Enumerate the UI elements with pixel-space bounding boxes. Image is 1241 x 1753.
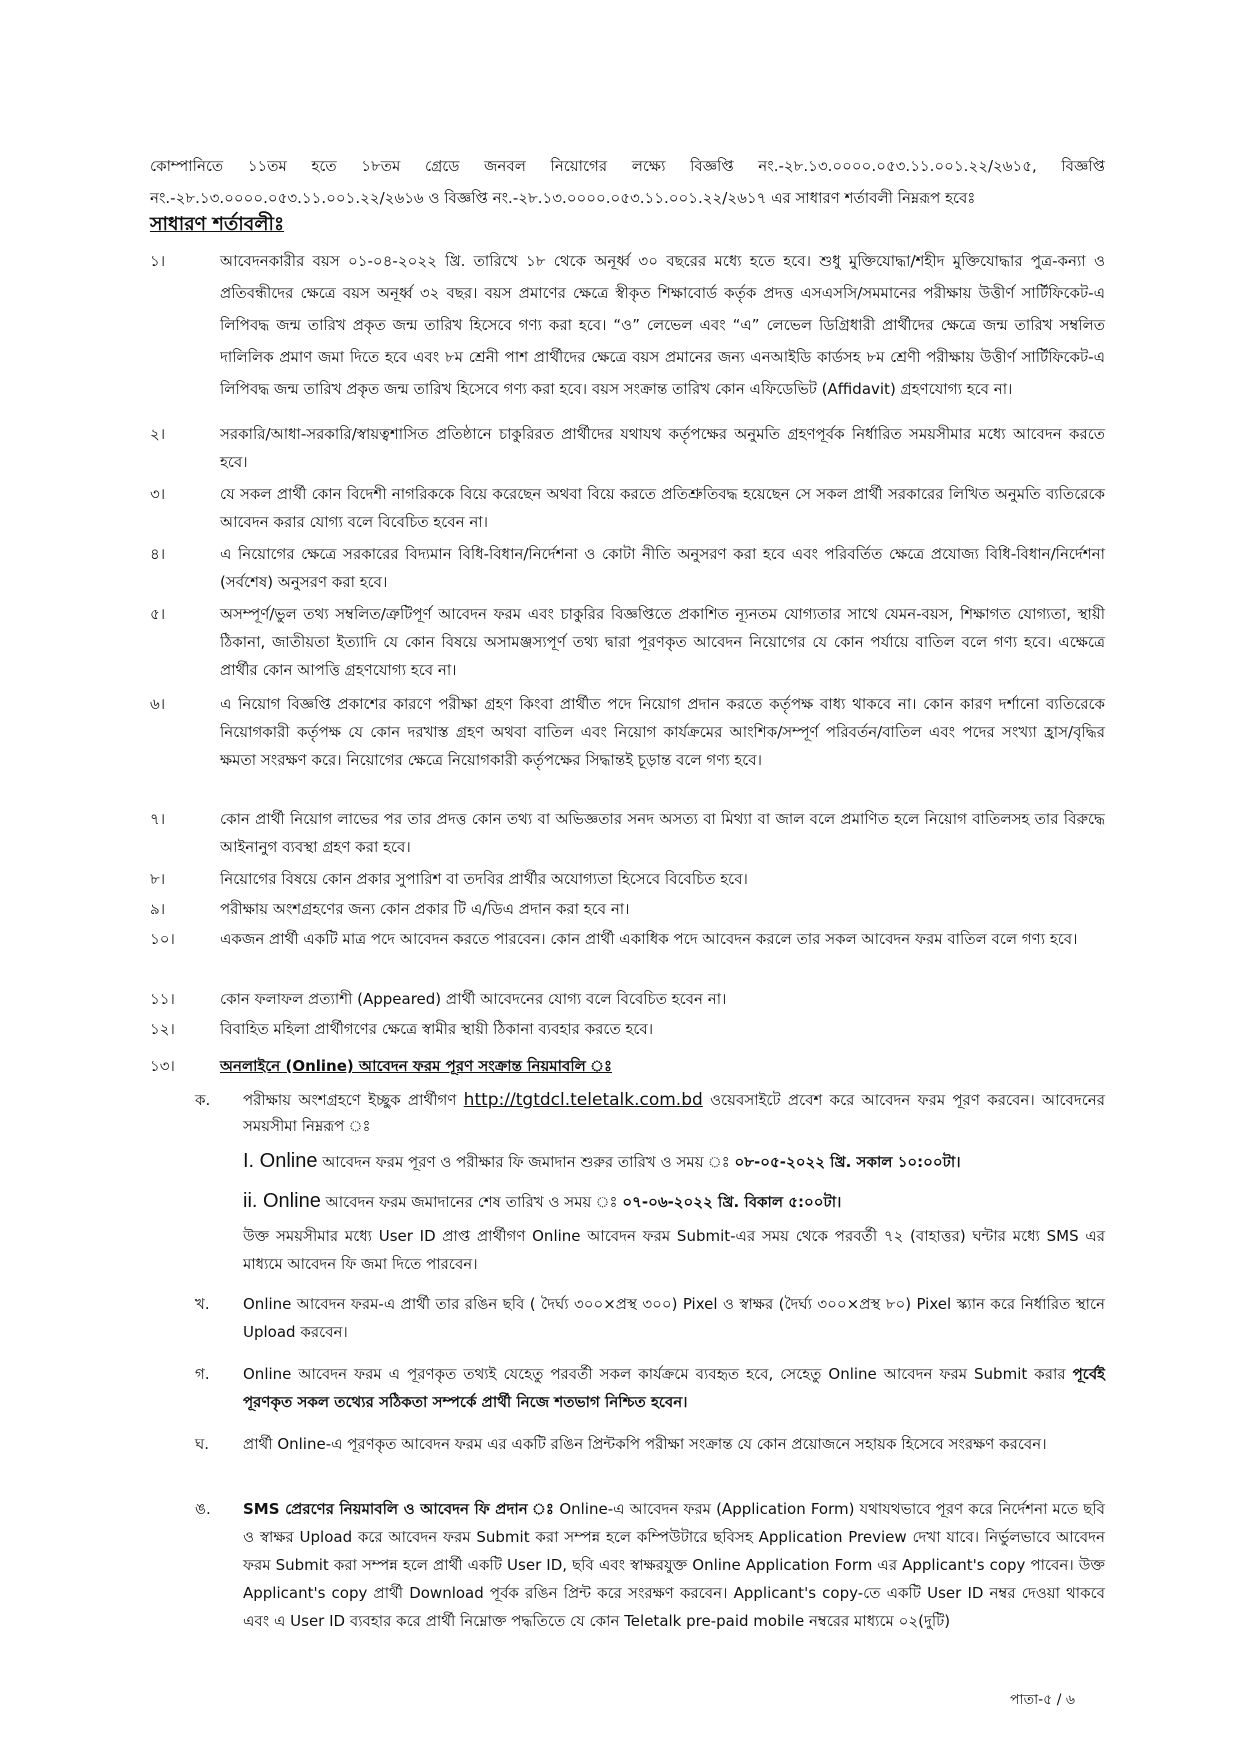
online-rules-heading: অনলাইনে (Online) আবেদন ফরম পূরণ সংক্রান্ত নিয়মাবলি ঃ: [220, 1057, 612, 1075]
sub-item-letter: গ.: [195, 1365, 210, 1383]
intro-paragraph: কোম্পানিতে ১১তম হতে ১৮তম গ্রেডে জনবল নিয়োগের লক্ষ্যে বিজ্ঞপ্তি নং.-২৮.১৩.০০০০.০৫৩.১১.০০১.২২/২৬১৫, বিজ্ঞপ্তি নং.-২৮.১৩.০০০০.০৫৩.১১.০০১.২২/২৬১৬ ও বিজ্ঞপ্তি নং.-২৮.১৩.০০০০.০৫৩.১১.০০১.২২/২৬১৭ এর সাধারণ শর্তাবলী নিম্নরূপ হবেঃ: [150, 157, 1105, 207]
item-number: ১০।: [150, 930, 175, 948]
sub-item-text: Online আবেদন ফরম-এ প্রার্থী তার রঙিন ছবি ( দৈর্ঘ্য ৩০০×প্রস্থ ৩০০) Pixel ও স্বাক্ষর (দৈর্ঘ্য ৩০০×প্রস্থ ৮০) Pixel স্ক্যান করে নির্ধারিত স্থানে Upload করবেন।: [243, 1295, 1105, 1341]
item-text: সরকারি/আধা-সরকারি/স্বায়ত্বশাসিত প্রতিষ্ঠানে চাকুরিরত প্রার্থীদের যথাযথ কর্তৃপক্ষের অনুমতি গ্রহণপূর্বক নির্ধারিত সময়সীমার মধ্যে আবেদন করতে হবে।: [220, 425, 1105, 471]
sub-item-letter: ঘ.: [195, 1435, 210, 1453]
item-number: ১২।: [150, 1020, 175, 1038]
schedule-end: ii. Online আবেদন ফরম জমাদানের শেষ তারিখ ও সময় ঃ ০৭-০৬-২০২২ খ্রি. বিকাল ৫:০০টা।: [243, 1190, 842, 1212]
item-text: পরীক্ষায় অংশগ্রহণের জন্য কোন প্রকার টি এ/ডিএ প্রদান করা হবে না।: [220, 900, 630, 918]
item-number: ১৩।: [150, 1057, 175, 1075]
item-number: ১১।: [150, 990, 175, 1008]
schedule-note: উক্ত সময়সীমার মধ্যে User ID প্রাপ্ত প্রার্থীগণ Online আবেদন ফরম Submit-এর সময় থেকে পরবর্তী ৭২ (বাহাত্তর) ঘন্টার মধ্যে SMS এর মাধ্যমে আবেদন ফি জমা দিতে পারবেন।: [243, 1227, 1105, 1273]
item-text: আবেদনকারীর বয়স ০১-০৪-২০২২ খ্রি. তারিখে ১৮ থেকে অনূর্ধ্ব ৩০ বছরের মধ্যে হতে হবে। শুধু মুক্তিযোদ্ধা/শহীদ মুক্তিযোদ্ধার পুত্র-কন্যা ও প্রতিবন্ধীদের ক্ষেত্রে বয়স অনূর্ধ্ব ৩২ বছর। বয়স প্রমাণের ক্ষেত্রে স্বীকৃত শিক্ষাবোর্ড কর্তৃক প্রদত্ত এসএসসি/সমমানের পরীক্ষায় উত্তীর্ণ সার্টিফিকেট-এ লিপিবদ্ধ জন্ম তারিখ প্রকৃত জন্ম তারিখ হিসেবে গণ্য করা হবে। “ও” লেভেল এবং “এ” লেভেল ডিগ্রিধারী প্রার্থীদের ক্ষেত্রে জন্ম তারিখ সম্বলিত দালিলিক প্রমাণ জমা দিতে হবে এবং ৮ম শ্রেনী পাশ প্রার্থীদের ক্ষেত্রে বয়স প্রমানের জন্য এনআইডি কার্ডসহ ৮ম শ্রেণী পরীক্ষায় উত্তীর্ণ সার্টিফিকেট-এ লিপিবদ্ধ জন্ম তারিখ প্রকৃত জন্ম তারিখ হিসেবে গণ্য করা হবে। বয়স সংক্রান্ত তারিখ কোন এফিডেভিট (Affidavit) গ্রহণযোগ্য হবে না।: [220, 252, 1105, 398]
schedule-start: I. Online আবেদন ফরম পূরণ ও পরীক্ষার ফি জমাদান শুরুর তারিখ ও সময় ঃ ০৮-০৫-২০২২ খ্রি. সকাল ১০:০০টা।: [243, 1150, 961, 1172]
item-number: ২।: [150, 425, 166, 443]
item-number: ৭।: [150, 810, 166, 828]
sub-item-text: SMS প্রেরণের নিয়মাবলি ও আবেদন ফি প্রদান ঃ Online-এ আবেদন ফরম (Application Form) যথাযথভাবে পূরণ করে নির্দেশনা মতে ছবি ও স্বাক্ষর Upload করে আবেদন ফরম Submit করা সম্পন্ন হলে কম্পিউটারে ছবিসহ Application Preview দেখা যাবে। নির্ভুলভাবে আবেদন ফরম Submit করা সম্পন্ন হলে প্রার্থী একটি User ID, ছবি এবং স্বাক্ষরযুক্ত Online Application Form এর Applicant's copy পাবেন। উক্ত Applicant's copy প্রার্থী Download পূর্বক রঙিন প্রিন্ট করে সংরক্ষণ করবেন। Applicant's copy-তে একটি User ID নম্বর দেওয়া থাকবে এবং এ User ID ব্যবহার করে প্রার্থী নিম্নোক্ত পদ্ধতিতে যে কোন Teletalk pre-paid mobile নম্বরের মাধ্যমে ০২(দুটি): [243, 1500, 1105, 1630]
item-text: এ নিয়োগ বিজ্ঞপ্তি প্রকাশের কারণে পরীক্ষা গ্রহণ কিংবা প্রার্থীত পদে নিয়োগ প্রদান করতে কর্তৃপক্ষ বাধ্য থাকবে না। কোন কারণ দর্শানো ব্যতিরেকে নিয়োগকারী কর্তৃপক্ষ যে কোন দরখাস্ত গ্রহণ অথবা বাতিল এবং নিয়োগ কার্যক্রমের আংশিক/সম্পূর্ণ পরিবর্তন/বাতিল এবং পদের সংখ্যা হ্রাস/বৃদ্ধির ক্ষমতা সংরক্ষণ করে। নিয়োগের ক্ষেত্রে নিয়োগকারী কর্তৃপক্ষের সিদ্ধান্তই চূড়ান্ত বলে গণ্য হবে।: [220, 695, 1105, 769]
item-number: ৫।: [150, 605, 166, 623]
sub-item-letter: ঙ.: [195, 1500, 211, 1518]
item-number: ৪।: [150, 545, 166, 563]
sub-item-letter: ক.: [195, 1091, 211, 1109]
sub-item-text: Online আবেদন ফরম এ পূরণকৃত তথ্যই যেহেতু পরবর্তী সকল কার্যক্রমে ব্যবহৃত হবে, সেহেতু Online আবেদন ফরম Submit করার পূর্বেই পূরণকৃত সকল তথ্যের সঠিকতা সম্পর্কে প্রার্থী নিজে শতভাগ নিশ্চিত হবেন।: [243, 1365, 1105, 1411]
item-text: অসম্পূর্ণ/ভুল তথ্য সম্বলিত/ত্রুটিপূর্ণ আবেদন ফরম এবং চাকুরির বিজ্ঞপ্তিতে প্রকাশিত ন্যূনতম যোগ্যতার সাথে যেমন-বয়স, শিক্ষাগত যোগ্যতা, স্থায়ী ঠিকানা, জাতীয়তা ইত্যাদি যে কোন বিষয়ে অসামঞ্জস্যপূর্ণ তথ্য দ্বারা পূরণকৃত আবেদন নিয়োগের যে কোন পর্যায়ে বাতিল বলে গণ্য হবে। এক্ষেত্রে প্রার্থীর কোন আপত্তি গ্রহণযোগ্য হবে না।: [220, 605, 1105, 679]
item-text: কোন প্রার্থী নিয়োগ লাভের পর তার প্রদত্ত কোন তথ্য বা অভিজ্ঞতার সনদ অসত্য বা মিথ্যা বা জাল বলে প্রমাণিত হলে নিয়োগ বাতিলসহ তার বিরুদ্ধে আইনানুগ ব্যবস্থা গ্রহণ করা হবে।: [220, 810, 1105, 856]
application-website-link[interactable]: http://tgtdcl.teletalk.com.bd: [463, 1090, 703, 1110]
item-text: কোন ফলাফল প্রত্যাশী (Appeared) প্রার্থী আবেদনের যোগ্য বলে বিবেচিত হবেন না।: [220, 990, 727, 1008]
item-text: যে সকল প্রার্থী কোন বিদেশী নাগরিককে বিয়ে করেছেন অথবা বিয়ে করতে প্রতিশ্রুতিবদ্ধ হয়েছেন সে সকল প্রার্থী সরকারের লিখিত অনুমতি ব্যতিরেকে আবেদন করার যোগ্য বলে বিবেচিত হবেন না।: [220, 485, 1105, 531]
item-text: এ নিয়োগের ক্ষেত্রে সরকারের বিদ্যমান বিধি-বিধান/নির্দেশনা ও কোটা নীতি অনুসরণ করা হবে এবং পরিবর্তিত ক্ষেত্রে প্রযোজ্য বিধি-বিধান/নির্দেশনা (সর্বশেষ) অনুসরণ করা হবে।: [220, 545, 1105, 591]
item-text: একজন প্রার্থী একটি মাত্র পদে আবেদন করতে পারবেন। কোন প্রার্থী একাধিক পদে আবেদন করলে তার সকল আবেদন ফরম বাতিল বলে গণ্য হবে।: [220, 930, 1078, 948]
sub-item-text: প্রার্থী Online-এ পূরণকৃত আবেদন ফরম এর একটি রঙিন প্রিন্টকপি পরীক্ষা সংক্রান্ত যে কোন প্রয়োজনে সহায়ক হিসেবে সংরক্ষণ করবেন।: [243, 1435, 1047, 1453]
sub-item-letter: খ.: [195, 1295, 210, 1313]
item-text: বিবাহিত মহিলা প্রার্থীগণের ক্ষেত্রে স্বামীর স্থায়ী ঠিকানা ব্যবহার করতে হবে।: [220, 1020, 654, 1038]
item-number: ৩।: [150, 485, 166, 503]
item-text: নিয়োগের বিষয়ে কোন প্রকার সুপারিশ বা তদবির প্রার্থীর অযোগ্যতা হিসেবে বিবেচিত হবে।: [220, 870, 748, 888]
page-number: পাতা-৫ / ৬: [1010, 1692, 1075, 1708]
sub-item-text: পরীক্ষায় অংশগ্রহণে ইচ্ছুক প্রার্থীগণ http://tgtdcl.teletalk.com.bd ওয়েবসাইটে প্রবেশ করে আবেদন ফরম পূরণ করবেন। আবেদনের সময়সীমা নিম্নরূপ ঃ: [243, 1090, 1105, 1135]
item-number: ৬।: [150, 695, 166, 713]
item-number: ৯।: [150, 900, 166, 918]
item-number: ১।: [150, 252, 166, 270]
section-heading: সাধারণ শর্তাবলীঃ: [150, 213, 285, 235]
item-number: ৮।: [150, 870, 166, 888]
